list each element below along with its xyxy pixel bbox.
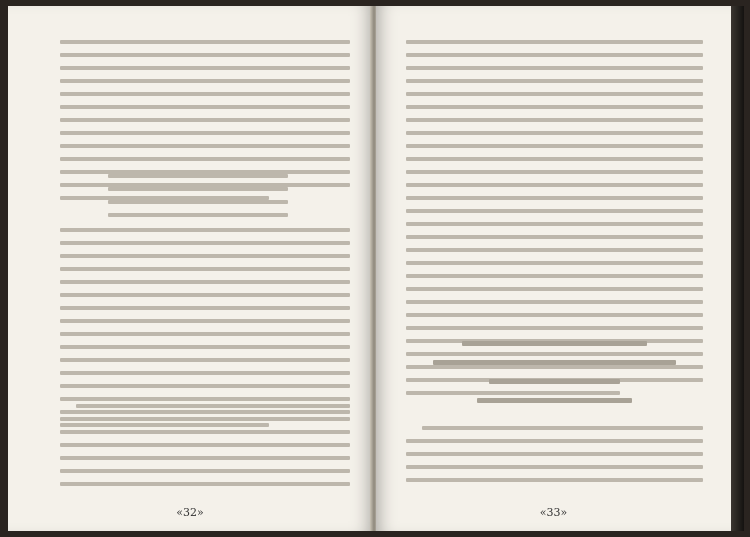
left-prose-lower: [60, 404, 350, 495]
left-verse-block: [60, 174, 350, 226]
left-page: [8, 6, 372, 531]
left-page-number: «32»: [176, 506, 204, 519]
right-page-number: «33»: [539, 506, 568, 519]
section-heading: [406, 341, 703, 417]
right-page: [376, 6, 731, 531]
right-prose-lower: [406, 426, 703, 491]
book-edge: [731, 6, 744, 531]
